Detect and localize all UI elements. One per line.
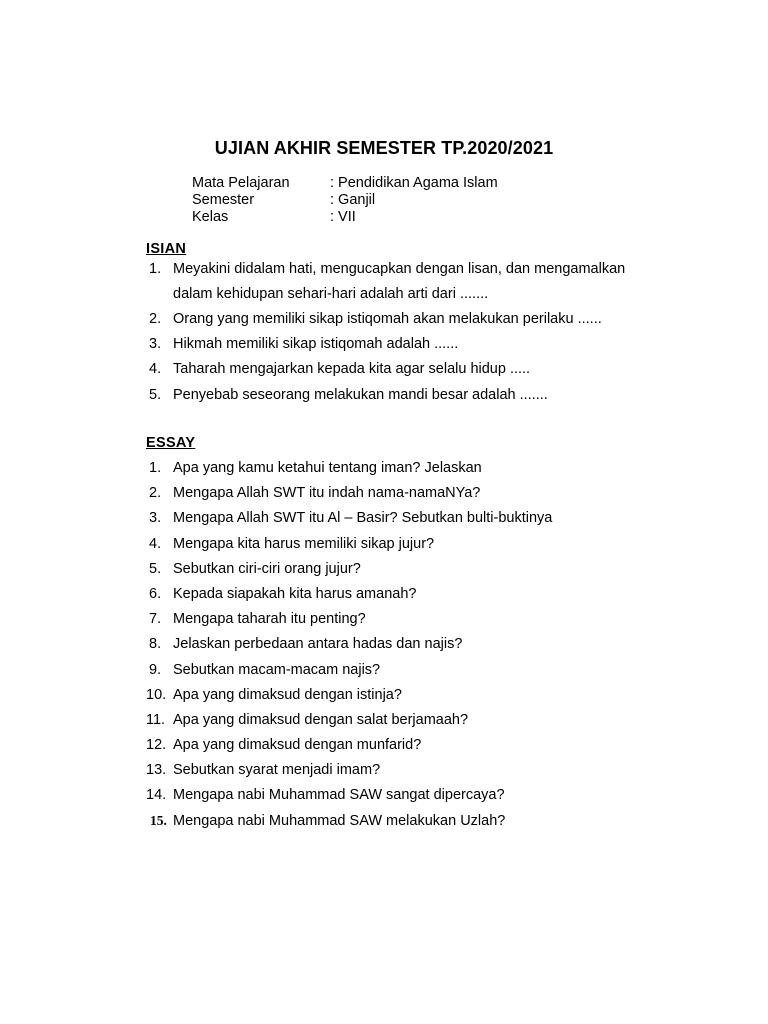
list-item: [146, 482, 552, 507]
list-item: [146, 734, 552, 759]
item-number: 2.: [149, 485, 162, 502]
meta-row-semester: [192, 192, 498, 209]
list-item: [146, 333, 625, 358]
meta-value: : Ganjil: [330, 192, 376, 208]
item-number: 13.: [146, 762, 167, 779]
item-text: Penyebab seseorang melakukan mandi besar adalah .......: [173, 386, 548, 403]
exam-meta: [192, 175, 498, 226]
list-item: [146, 558, 552, 583]
item-number: 11.: [146, 711, 166, 728]
item-text: Mengapa Allah SWT itu Al – Basir? Sebutkan bulti-buktinya: [173, 510, 553, 527]
meta-value: : Pendidikan Agama Islam: [330, 175, 498, 191]
item-number: 6.: [149, 585, 162, 602]
item-text: Meyakini didalam hati, mengucapkan dengan lisan, dan mengamalkan: [173, 261, 626, 277]
list-item: [146, 457, 552, 482]
item-text: Sebutkan macam-macam najis?: [173, 661, 381, 678]
item-number: 1.: [149, 460, 162, 476]
page-title: UJIAN AKHIR SEMESTER TP.2020/2021: [214, 138, 554, 158]
item-number: 1.: [149, 261, 162, 277]
item-number: 7.: [149, 611, 162, 628]
item-text: Sebutkan ciri-ciri orang jujur?: [173, 560, 361, 577]
item-text: Sebutkan syarat menjadi imam?: [173, 762, 381, 779]
item-number: 4.: [149, 361, 162, 378]
list-item: [146, 258, 625, 308]
meta-value: : VII: [330, 209, 356, 225]
list-item: [146, 583, 552, 608]
item-number: 15.: [150, 812, 167, 828]
list-item: [146, 810, 552, 835]
list-item: [146, 533, 552, 558]
item-text: Apa yang kamu ketahui tentang iman? Jelaskan: [173, 460, 482, 476]
meta-label: Kelas: [192, 209, 229, 225]
list-item: [146, 358, 625, 383]
item-text: Orang yang memiliki sikap istiqomah akan melakukan perilaku ......: [173, 311, 602, 327]
list-item: [146, 507, 552, 532]
item-text: Mengapa taharah itu penting?: [173, 611, 366, 628]
item-number: 3.: [149, 510, 162, 527]
item-number: 8.: [149, 636, 162, 653]
item-number: 10.: [146, 686, 167, 703]
meta-row-class: [192, 209, 498, 226]
item-text-continuation: dalam kehidupan sehari-hari adalah arti dari .......: [173, 286, 489, 302]
item-number: 12.: [146, 737, 167, 754]
item-text: Kepada siapakah kita harus amanah?: [173, 585, 417, 602]
isian-heading: ISIAN: [146, 241, 187, 257]
meta-label: Semester: [192, 192, 255, 208]
item-text: Taharah mengajarkan kepada kita agar selalu hidup .....: [173, 361, 531, 378]
meta-row-subject: [192, 175, 498, 192]
item-text: Mengapa nabi Muhammad SAW melakukan Uzlah?: [173, 812, 506, 829]
item-number: 5.: [149, 386, 162, 403]
meta-label: Mata Pelajaran: [192, 175, 290, 191]
essay-list: [146, 457, 552, 835]
item-text: Jelaskan perbedaan antara hadas dan najis?: [173, 636, 463, 653]
list-item: [146, 684, 552, 709]
list-item: [146, 784, 552, 809]
essay-heading: ESSAY: [146, 435, 196, 451]
item-number: 9.: [149, 661, 162, 678]
list-item: [146, 633, 552, 658]
item-number: 14.: [146, 787, 167, 804]
list-item: [146, 308, 625, 333]
list-item: [146, 608, 552, 633]
item-text: Apa yang dimaksud dengan salat berjamaah?: [173, 711, 469, 728]
list-item: [146, 709, 552, 734]
item-number: 4.: [149, 535, 162, 552]
list-item: [146, 659, 552, 684]
item-text: Mengapa nabi Muhammad SAW sangat dipercaya?: [173, 787, 505, 804]
item-number: 2.: [149, 311, 162, 327]
item-number: 5.: [149, 560, 162, 577]
item-text: Mengapa Allah SWT itu indah nama-namaNYa?: [173, 485, 481, 502]
isian-list: [146, 258, 625, 409]
item-number: 3.: [149, 336, 162, 353]
item-text: Apa yang dimaksud dengan istinja?: [173, 686, 402, 703]
list-item: [146, 384, 625, 409]
item-text: Hikmah memiliki sikap istiqomah adalah ......: [173, 336, 459, 353]
list-item: [146, 759, 552, 784]
item-text: Apa yang dimaksud dengan munfarid?: [173, 737, 422, 754]
item-text: Mengapa kita harus memiliki sikap jujur?: [173, 535, 435, 552]
